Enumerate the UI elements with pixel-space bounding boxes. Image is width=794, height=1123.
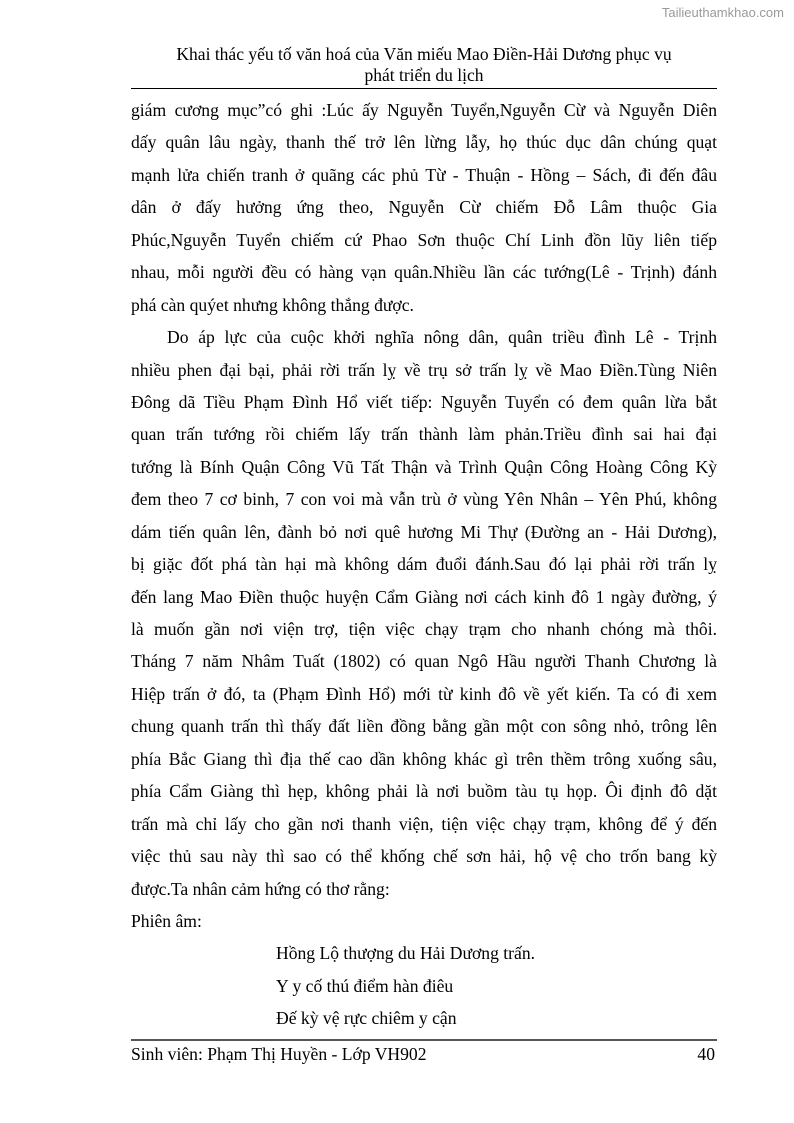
text-line: quan trấn tướng rồi chiếm lấy trấn thành làm phản.Triều đình sai hai đại [131,424,717,445]
header-rule [131,88,717,89]
footer-student: Sinh viên: Phạm Thị Huyền - Lớp VH902 [131,1044,427,1064]
text-line: dám tiến quân lên, đành bỏ nơi quê hương Mi Thự (Đường an - Hải Dương), [131,521,717,542]
text-line: Do áp lực của cuộc khởi nghĩa nông dân, quân triều đình Lê - Trịnh [167,327,717,348]
text-line: được.Ta nhân cảm hứng có thơ rằng: [131,878,390,899]
header-title-line2: phát triển du lịch [364,65,484,85]
text-line: trấn mà chỉ lấy cho gần nơi thanh viện, tiện việc chạy trạm, không để ý đến [131,813,717,834]
text-line: Phiên âm: [131,910,202,931]
text-line: đem theo 7 cơ binh, 7 con voi mà vẫn trù ở vùng Yên Nhân – Yên Phú, không [131,489,717,510]
text-line: Tháng 7 năm Nhâm Tuất (1802) có quan Ngô Hầu người Thanh Chương là [131,651,717,672]
running-header [131,44,717,86]
watermark: Tailieuthamkhao.com [661,5,784,20]
text-line: mạnh lửa chiến tranh ở quãng các phủ Từ - Thuận - Hồng – Sách, đi đến đâu [131,164,717,185]
running-footer [131,1044,717,1065]
text-line: nhiều phen đại bại, phải rời trấn lỵ về trụ sở trấn lỵ về Mao Điền.Tùng Niên [131,359,717,380]
text-line: bị giặc đốt phá tàn hại mà không dám đuổi đánh.Sau đó lại phải rời trấn lỵ [131,554,717,575]
text-line: là muốn gần nơi viện trợ, tiện việc chạy trạm cho nhanh chóng mà thôi. [131,619,717,639]
text-line: tướng là Bính Quận Công Vũ Tất Thận và Trình Quận Công Hoàng Công Kỳ [131,456,717,477]
poem-line: Đế kỳ vệ rực chiêm y cận [276,1008,457,1029]
text-line: Phúc,Nguyễn Tuyển chiếm cứ Phao Sơn thuộc Chí Linh đồn lũy liên tiếp [131,229,717,250]
text-line: phía Bắc Giang thì địa thế cao dần không khác gì trên thềm trông xuống sâu, [131,748,717,769]
footer-rule [131,1039,717,1041]
text-line: Đông dã Tiều Phạm Đình Hổ viết tiếp: Nguyễn Tuyển có đem quân lừa bắt [131,391,717,412]
poem-line: Y y cố thú điểm hàn điêu [276,975,454,996]
text-line: Hiệp trấn ở đó, ta (Phạm Đình Hổ) mới từ kinh đô về yết kiến. Ta có đi xem [131,683,717,704]
page-number: 40 [697,1044,715,1064]
text-line: việc thủ sau này thì sao có thể khống chế sơn hải, hộ vệ cho trốn bang kỳ [131,846,717,867]
text-line: đến lang Mao Điền thuộc huyện Cẩm Giàng nơi cách kinh đô 1 ngày đường, ý [131,586,717,607]
text-line: dân ở đấy hưởng ứng theo, Nguyễn Cừ chiếm Đỗ Lâm thuộc Gia [131,197,717,218]
document-body [131,94,717,1035]
text-line: phía Cẩm Giàng thì hẹp, không phải là nơi buồm tàu tụ họp. Ôi định đô dặt [131,781,717,802]
text-line: phá càn quýet nhưng không thắng được. [131,294,414,315]
poem-line: Hồng Lộ thượng du Hải Dương trấn. [276,943,536,964]
text-line: nhau, mỗi người đều có hàng vạn quân.Nhiều lần các tướng(Lê - Trịnh) đánh [131,262,717,283]
header-title-line1: Khai thác yếu tố văn hoá của Văn miếu Mao Điền-Hải Dương phục vụ [176,44,672,64]
text-line: dấy quân lâu ngày, thanh thế trở lên lừng lẫy, họ thúc dục dân chúng quạt [131,132,717,153]
text-line: giám cương mục”có ghi :Lúc ấy Nguyễn Tuyển,Nguyễn Cừ và Nguyễn Diên [131,100,717,120]
text-line: chung quanh trấn thì thấy đất liền đồng bằng gần một con sông nhỏ, trông lên [131,716,717,737]
